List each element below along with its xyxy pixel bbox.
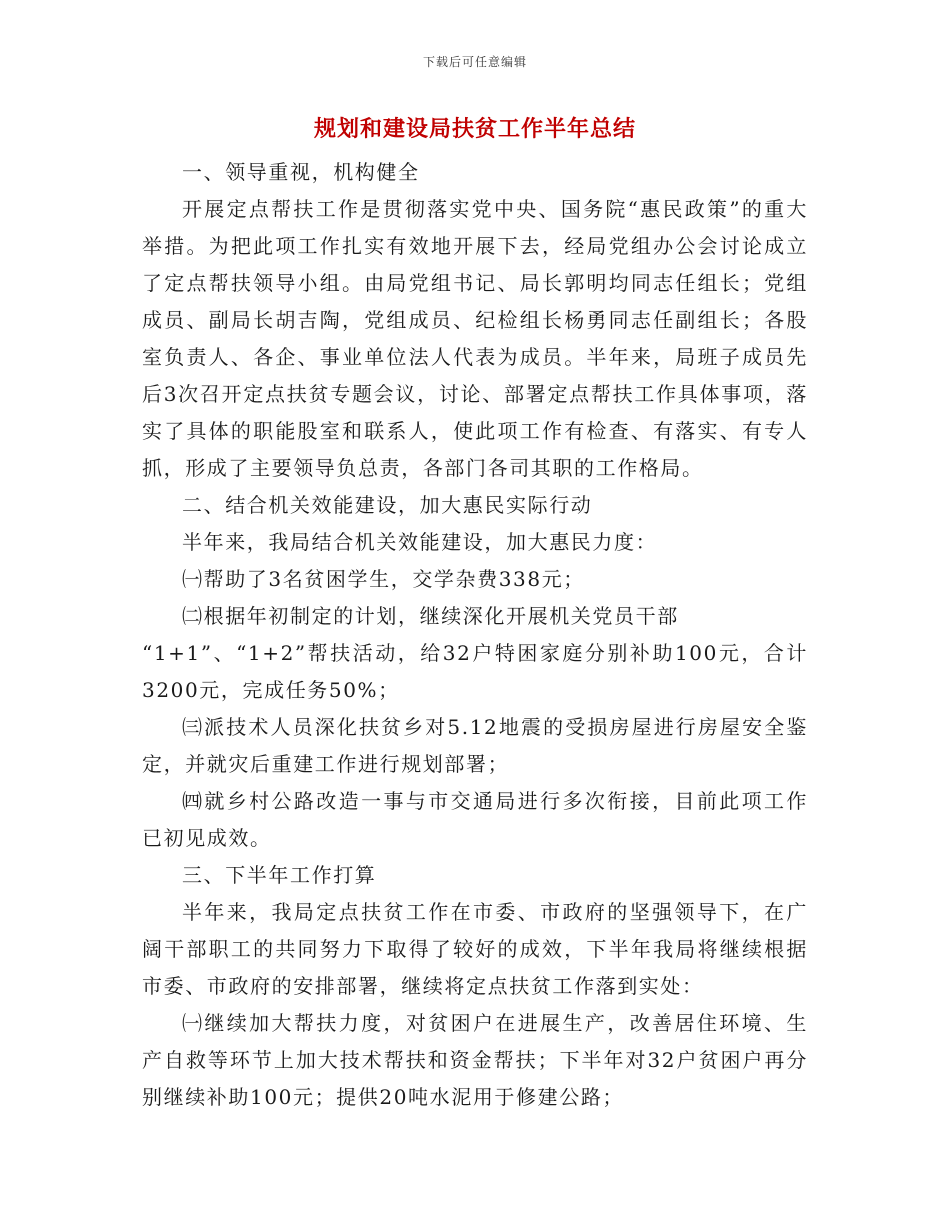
paragraph-leadership: 开展定点帮扶工作是贯彻落实党中央、国务院“惠民政策”的重大举措。为把此项工作扎实有效地开展下去，经局党组办公会讨论成立了定点帮扶领导小组。由局党组书记、局长郭明均同志任组长；党组成员、副局长胡吉陶，党组成员、纪检组长杨勇同志任副组长；各股室负责人、各企、事业单位法人代表为成员。半年来，局班子成员先后3次召开定点扶贫专题会议，讨论、部署定点帮扶工作具体事项，落实了具体的职能股室和联系人，使此项工作有检查、有落实、有专人抓，形成了主要领导负总责，各部门各司其职的工作格局。 (142, 197, 808, 480)
list-item-3: ㈢派技术人员深化扶贫乡对5.12地震的受损房屋进行房屋安全鉴定，并就灾后重建工作进行规划部署； (142, 715, 808, 776)
document-title: 规划和建设局扶贫工作半年总结 (313, 116, 636, 142)
section-heading-2: 二、结合机关效能建设，加大惠民实际行动 (182, 493, 593, 517)
section-heading-1: 一、领导重视，机构健全 (182, 160, 420, 184)
paragraph-intro-actions: 半年来，我局结合机关效能建设，加大惠民力度： (182, 530, 658, 554)
paragraph-plan-intro: 半年来，我局定点扶贫工作在市委、市政府的坚强领导下，在广阔干部职工的共同努力下取得了较好的成效，下半年我局将继续根据市委、市政府的安排部署，继续将定点扶贫工作落到实处： (142, 900, 808, 998)
plan-item-1: ㈠继续加大帮扶力度，对贫困户在进展生产，改善居住环境、生产自救等环节上加大技术帮扶和资金帮扶；下半年对32户贫困户再分别继续补助100元；提供20吨水泥用于修建公路； (142, 1011, 808, 1109)
list-item-1: ㈠帮助了3名贫困学生，交学杂费338元； (182, 567, 585, 591)
document-body (142, 154, 808, 1116)
list-item-4: ㈣就乡村公路改造一事与市交通局进行多次衔接，目前此项工作已初见成效。 (142, 789, 808, 850)
header-note: 下载后可任意编辑 (422, 55, 527, 69)
list-item-2-continued: “1+1”、“1+2”帮扶活动，给32户特困家庭分别补助100元，合计3200元，完成任务50%； (142, 641, 808, 702)
section-heading-3: 三、下半年工作打算 (182, 863, 377, 887)
list-item-2: ㈡根据年初制定的计划，继续深化开展机关党员干部 (182, 604, 679, 628)
